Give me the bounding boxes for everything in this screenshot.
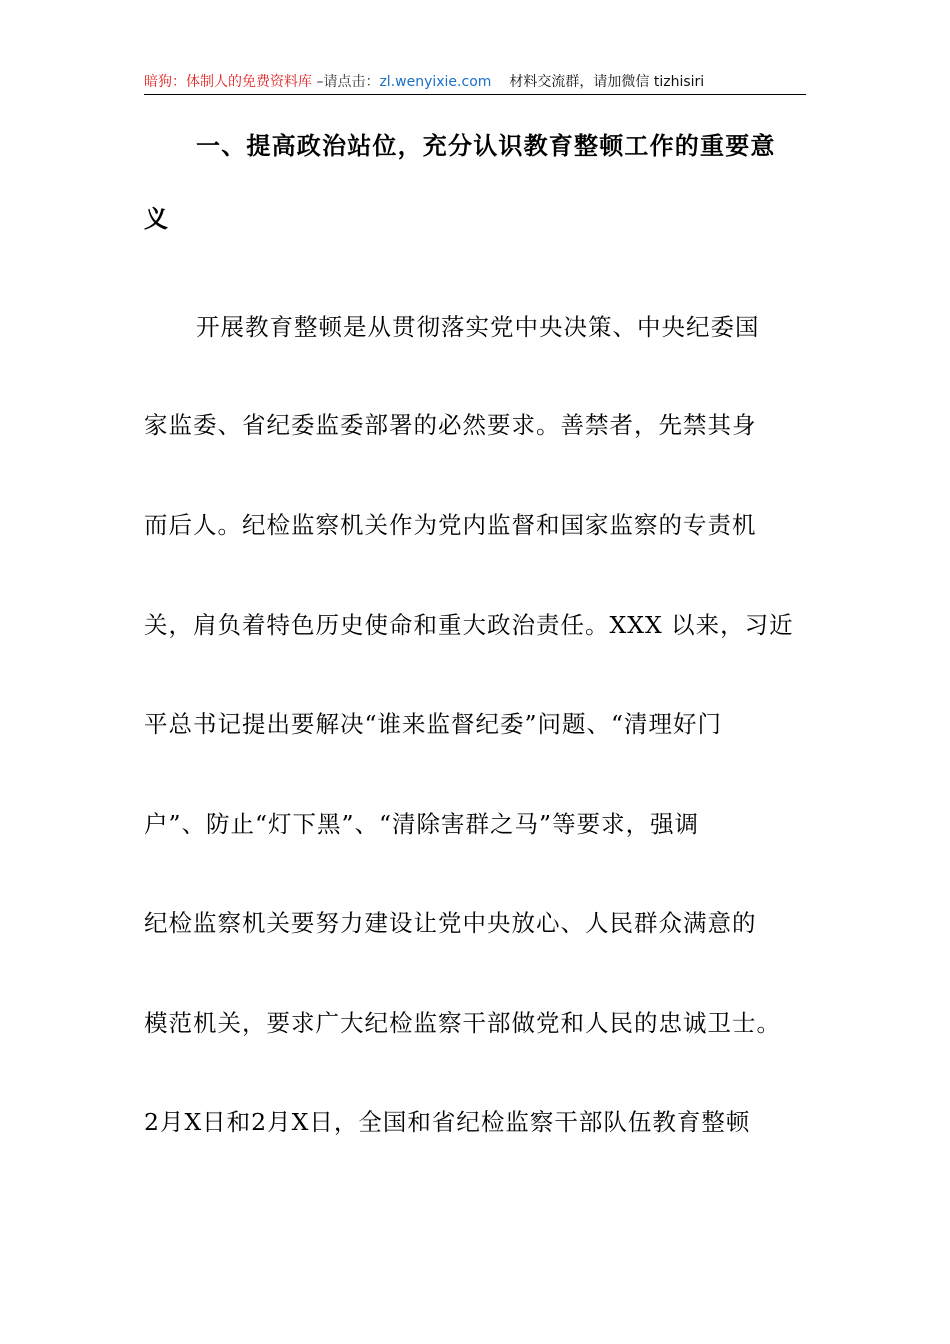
- header-prompt: –请点击：: [312, 74, 380, 90]
- paragraph-line: 模范机关，要求广大纪检监察干部做党和人民的忠诚卫士。: [144, 1009, 781, 1037]
- paragraph-line: 平总书记提出要解决“谁来监督纪委”问题、“清理好门: [144, 710, 723, 738]
- page-header: [144, 70, 806, 94]
- paragraph-line: 而后人。纪检监察机关作为党内监督和国家监察的专责机: [144, 511, 757, 539]
- section-heading-line-2: 义: [144, 204, 170, 233]
- header-divider: [144, 94, 806, 95]
- paragraph-line: 家监委、省纪委监委部署的必然要求。善禁者，先禁其身: [144, 411, 757, 439]
- paragraph-line: 户”、防止“灯下黑”、“清除害群之马”等要求，强调: [144, 810, 700, 838]
- header-brand: 暗狗：体制人的免费资料库: [144, 74, 312, 90]
- header-group-info: 材料交流群，请加微信 tizhisiri: [509, 74, 705, 90]
- paragraph-line: 纪检监察机关要努力建设让党中央放心、人民群众满意的: [144, 909, 757, 937]
- paragraph-line: 关，肩负着特色历史使命和重大政治责任。XXX 以来，习近: [144, 611, 794, 639]
- section-heading-line-1: 一、提高政治站位，充分认识教育整顿工作的重要意: [196, 131, 776, 160]
- paragraph-line: 2月X日和2月X日，全国和省纪检监察干部队伍教育整顿: [144, 1108, 751, 1136]
- paragraph-line: 开展教育整顿是从贯彻落实党中央决策、中央纪委国: [196, 313, 760, 341]
- header-site-link[interactable]: zl.wenyixie.com: [379, 74, 492, 90]
